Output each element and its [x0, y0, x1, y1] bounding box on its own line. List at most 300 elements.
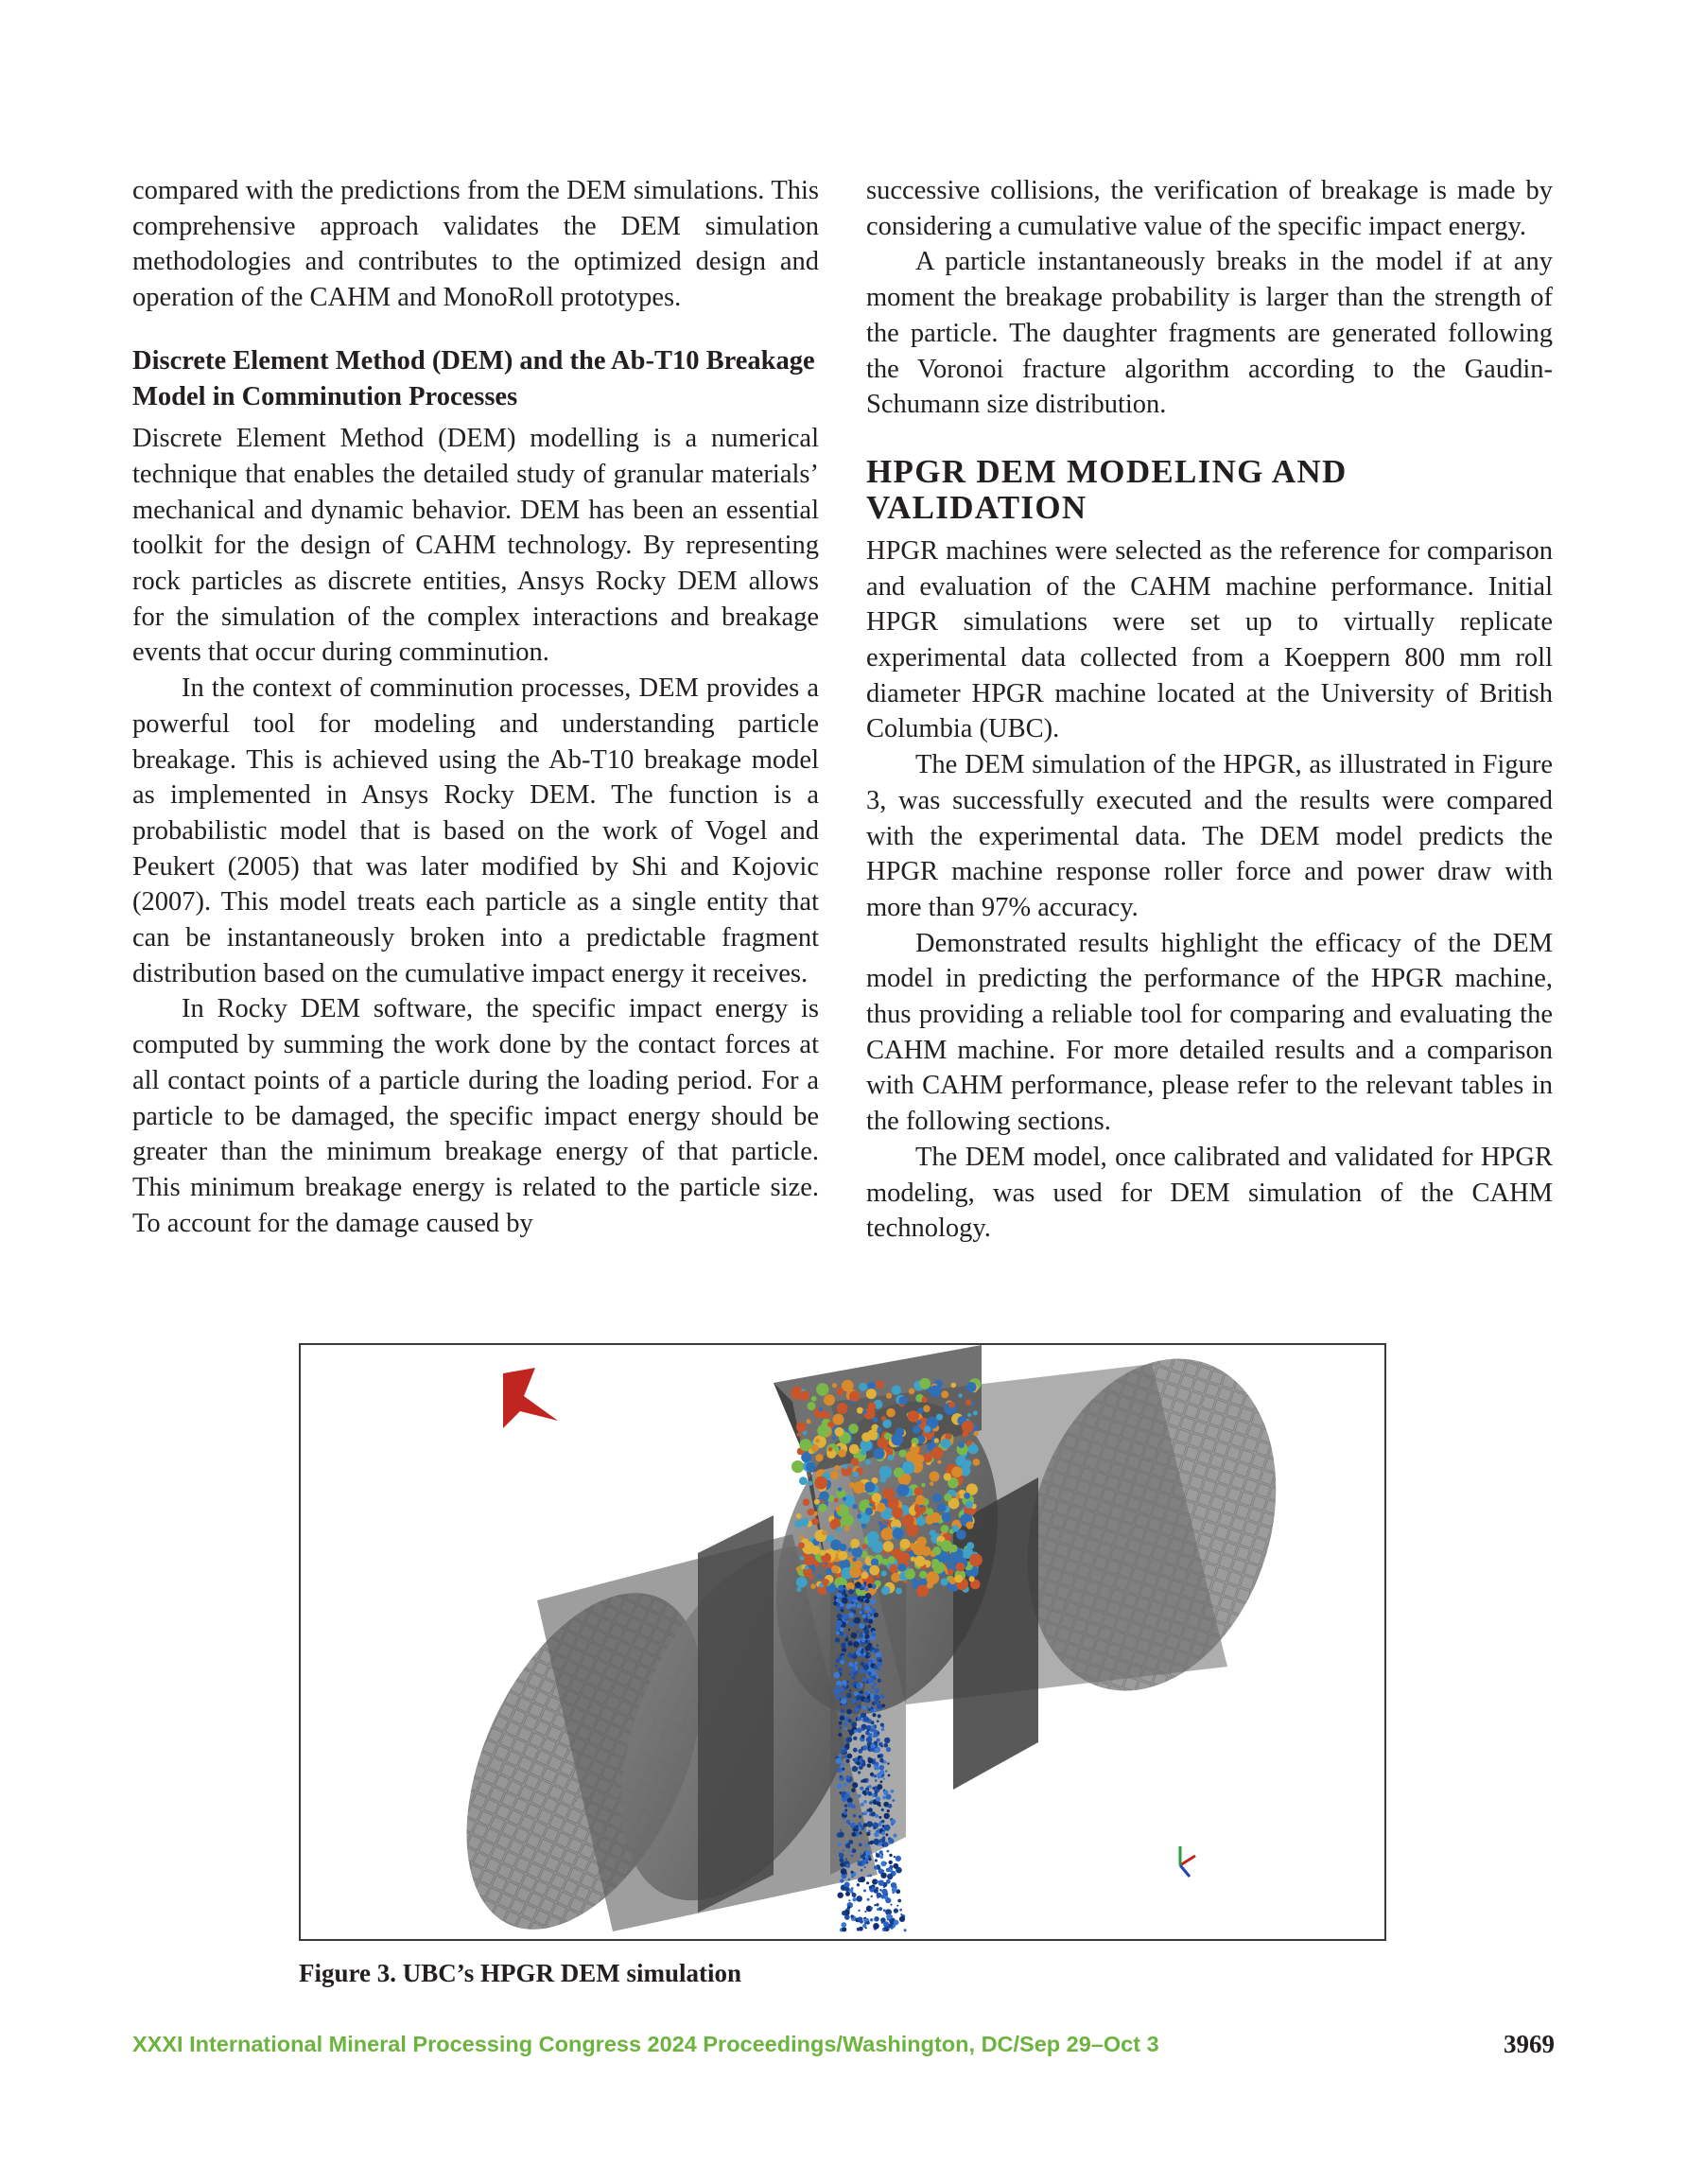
particle — [857, 1883, 860, 1886]
particle — [841, 1868, 847, 1875]
particle — [863, 1889, 866, 1892]
particle — [861, 1638, 866, 1643]
particle — [838, 1831, 844, 1837]
particle — [873, 1417, 878, 1423]
particle — [932, 1494, 942, 1503]
particle — [941, 1540, 952, 1551]
particle — [835, 1507, 841, 1512]
particle — [866, 1737, 873, 1743]
particle — [874, 1695, 879, 1701]
particle — [846, 1603, 852, 1609]
particle — [842, 1927, 846, 1931]
particle — [878, 1679, 881, 1683]
particle — [855, 1581, 861, 1588]
particle — [837, 1767, 843, 1773]
particle — [807, 1402, 815, 1410]
particle — [937, 1541, 943, 1546]
particle — [881, 1745, 883, 1747]
particle — [860, 1669, 864, 1673]
particle — [814, 1476, 827, 1490]
particle — [875, 1859, 878, 1861]
particle — [888, 1838, 894, 1843]
particle — [833, 1414, 844, 1425]
particle — [835, 1427, 844, 1437]
particle — [848, 1878, 851, 1881]
particle — [831, 1565, 839, 1573]
particle — [964, 1493, 970, 1499]
particle — [796, 1577, 808, 1588]
particle — [838, 1550, 847, 1560]
particle — [843, 1497, 846, 1501]
particle — [892, 1507, 903, 1518]
particle — [916, 1420, 922, 1425]
particle — [883, 1909, 886, 1912]
particle — [828, 1447, 833, 1452]
particle — [858, 1771, 861, 1773]
particle — [859, 1826, 862, 1830]
particle — [847, 1906, 850, 1909]
particle — [886, 1747, 891, 1752]
particle — [844, 1783, 847, 1787]
particle — [881, 1704, 885, 1707]
particle — [876, 1767, 878, 1770]
particle — [818, 1504, 826, 1512]
particle — [865, 1599, 870, 1603]
particle — [886, 1393, 892, 1399]
particle — [843, 1651, 844, 1653]
particle — [965, 1400, 971, 1406]
particle — [864, 1605, 870, 1611]
particle — [849, 1622, 854, 1627]
particle — [878, 1662, 882, 1667]
particle — [883, 1778, 885, 1780]
particle — [951, 1383, 957, 1389]
particle — [852, 1782, 858, 1788]
particle — [846, 1737, 852, 1742]
particle — [866, 1696, 870, 1700]
particle — [842, 1380, 854, 1392]
particle — [855, 1662, 858, 1665]
particle — [857, 1928, 861, 1931]
particle — [844, 1704, 846, 1706]
particle — [874, 1889, 878, 1894]
particle — [879, 1758, 884, 1763]
particle — [848, 1596, 854, 1601]
particle — [811, 1444, 819, 1452]
particle — [878, 1755, 881, 1758]
particle — [857, 1407, 863, 1414]
particle — [836, 1696, 840, 1700]
particle — [886, 1913, 892, 1919]
particle — [814, 1499, 820, 1505]
particle — [841, 1609, 844, 1612]
particle — [844, 1638, 848, 1642]
particle — [853, 1596, 858, 1600]
particle — [868, 1677, 875, 1684]
particle — [878, 1823, 882, 1826]
particle — [884, 1743, 889, 1748]
particle — [874, 1904, 876, 1906]
particle — [839, 1754, 843, 1757]
particle — [840, 1775, 843, 1778]
particle — [861, 1762, 865, 1766]
particle — [848, 1850, 851, 1853]
particle — [849, 1444, 860, 1455]
particle — [873, 1923, 879, 1930]
particle — [933, 1562, 945, 1573]
particle — [854, 1730, 857, 1733]
particle — [830, 1471, 839, 1479]
particle — [849, 1566, 861, 1578]
particle — [850, 1539, 860, 1548]
particle — [841, 1698, 847, 1704]
particle — [875, 1791, 878, 1793]
particle — [844, 1634, 846, 1637]
particle — [860, 1877, 865, 1882]
particle — [883, 1760, 886, 1763]
particle — [912, 1442, 916, 1447]
particle — [877, 1732, 879, 1735]
particle — [911, 1557, 915, 1562]
particle — [861, 1756, 862, 1758]
particle — [861, 1544, 866, 1548]
particle — [880, 1694, 885, 1699]
particle — [879, 1855, 883, 1859]
particle — [865, 1646, 871, 1651]
particle — [884, 1738, 890, 1743]
particle — [864, 1634, 869, 1639]
particle — [878, 1828, 879, 1830]
particle — [879, 1765, 885, 1771]
particle — [846, 1775, 850, 1779]
particle — [965, 1459, 972, 1467]
particle — [846, 1709, 852, 1715]
particle — [876, 1675, 878, 1678]
particle — [860, 1787, 863, 1791]
particle — [941, 1579, 948, 1586]
particle — [838, 1843, 842, 1846]
particle — [889, 1854, 892, 1857]
particle — [866, 1881, 869, 1884]
particle — [853, 1481, 865, 1494]
particle — [839, 1721, 843, 1725]
particle — [848, 1719, 852, 1722]
particle — [861, 1524, 866, 1529]
particle — [883, 1541, 894, 1551]
particle — [897, 1564, 906, 1572]
particle — [849, 1673, 852, 1676]
particle — [852, 1766, 858, 1772]
particle — [847, 1754, 853, 1759]
particle — [862, 1564, 867, 1569]
figure-caption: Figure 3. UBC’s HPGR DEM simulation — [299, 1959, 742, 1987]
particle — [914, 1556, 926, 1567]
particle — [923, 1453, 932, 1462]
particle — [888, 1804, 893, 1808]
particle — [891, 1573, 900, 1582]
particle — [872, 1787, 875, 1790]
particle — [941, 1390, 948, 1398]
particle — [870, 1709, 874, 1713]
particle — [885, 1770, 887, 1772]
particle — [844, 1887, 849, 1892]
particle — [894, 1920, 899, 1926]
particle — [808, 1481, 812, 1486]
particle — [896, 1905, 898, 1907]
particle — [915, 1495, 925, 1505]
particle — [899, 1916, 905, 1922]
logo-icon — [503, 1368, 558, 1428]
particle — [865, 1459, 871, 1465]
particle — [862, 1924, 866, 1928]
particle — [937, 1460, 941, 1464]
particle — [867, 1542, 873, 1547]
particle — [878, 1805, 881, 1808]
particle — [862, 1857, 865, 1860]
particle — [843, 1822, 844, 1824]
particle — [919, 1378, 930, 1389]
particle — [871, 1650, 875, 1653]
particle — [861, 1735, 865, 1738]
particle — [840, 1862, 844, 1867]
particle — [909, 1389, 915, 1395]
particle — [796, 1513, 802, 1519]
particle — [800, 1390, 809, 1400]
particle — [864, 1866, 866, 1868]
particle — [857, 1603, 862, 1609]
particle — [811, 1518, 819, 1526]
particle — [894, 1856, 896, 1858]
particle — [835, 1637, 840, 1642]
particle — [919, 1571, 927, 1579]
particle — [871, 1559, 878, 1566]
particle — [870, 1599, 876, 1604]
particle — [962, 1421, 974, 1433]
particle — [840, 1660, 844, 1665]
particle — [836, 1659, 841, 1664]
particle — [894, 1467, 904, 1477]
particle — [881, 1889, 887, 1895]
particle — [852, 1558, 857, 1563]
particle — [871, 1799, 873, 1801]
particle — [952, 1525, 959, 1531]
particle — [944, 1473, 951, 1480]
particle — [857, 1861, 860, 1863]
particle — [916, 1516, 926, 1526]
paragraph: In the context of comminution processes, DEM provides a powerful tool for modeling and understanding particle breakage. This is achieved using the Ab-T10 breakage model as implemented in Ansys Rocky DEM. The function is a probabilistic model that is based on the work of Vogel and Peukert (2005) that was later modified by Shi and Kojovic (2007). This model treats each particle as a single entity that can be instantaneously broken into a predictable fragment distribution based on the cumulative impact energy it receives. — [132, 673, 819, 988]
particle — [836, 1620, 843, 1627]
particle — [796, 1566, 801, 1571]
particle — [877, 1503, 886, 1512]
particle — [840, 1687, 844, 1692]
particle — [881, 1586, 890, 1595]
particle — [879, 1889, 882, 1892]
particle — [868, 1830, 871, 1833]
particle — [896, 1484, 909, 1496]
particle — [954, 1575, 963, 1583]
particle — [891, 1904, 893, 1906]
particle — [824, 1394, 835, 1406]
particle — [971, 1402, 975, 1406]
paragraph: HPGR machines were selected as the reference for comparison and evaluation of the CAHM machine performance. Initial HPGR simulations were set up to virtually replicate experimental data collected from a Koeppern 800 mm roll diameter HPGR machine located at the University of British Columbia (UBC). — [866, 535, 1553, 744]
particle — [850, 1855, 853, 1858]
particle — [859, 1831, 861, 1834]
particle — [937, 1503, 947, 1512]
particle — [871, 1686, 875, 1689]
particle — [863, 1800, 867, 1804]
particle — [852, 1699, 857, 1704]
particle — [951, 1466, 963, 1477]
particle — [863, 1617, 868, 1622]
particle — [844, 1793, 850, 1799]
particle — [973, 1431, 978, 1436]
particle — [844, 1804, 847, 1807]
particle — [872, 1775, 874, 1777]
particle — [889, 1861, 893, 1864]
particle — [841, 1709, 844, 1713]
particle — [844, 1722, 847, 1726]
particle — [798, 1543, 805, 1549]
particle — [834, 1465, 840, 1471]
particle — [876, 1651, 881, 1657]
particle — [930, 1386, 942, 1398]
particle — [844, 1882, 850, 1888]
particle — [867, 1875, 869, 1877]
particle — [861, 1432, 871, 1441]
particle — [860, 1690, 863, 1694]
particle — [865, 1508, 873, 1515]
particle — [862, 1677, 867, 1682]
particle — [840, 1878, 844, 1882]
particle — [845, 1858, 847, 1860]
particle — [869, 1874, 872, 1877]
particle — [969, 1553, 983, 1566]
particle — [845, 1892, 850, 1896]
particle — [867, 1706, 869, 1708]
particle — [844, 1727, 847, 1730]
particle — [806, 1462, 816, 1473]
particle — [853, 1641, 860, 1648]
particle — [858, 1749, 862, 1754]
particle — [880, 1873, 886, 1878]
particle — [852, 1547, 862, 1558]
particle — [857, 1728, 862, 1734]
particle — [899, 1909, 902, 1912]
particle — [852, 1848, 857, 1853]
particle — [841, 1922, 846, 1928]
particle — [805, 1565, 809, 1570]
particle — [870, 1907, 873, 1910]
particle — [883, 1886, 885, 1888]
particle — [819, 1407, 824, 1412]
particle — [838, 1893, 844, 1898]
running-footer: XXXI International Mineral Processing Congress 2024 Proceedings/Washington, DC/Sep 29–Oct 3 — [132, 2032, 1159, 2056]
particle — [868, 1402, 877, 1410]
particle — [854, 1617, 861, 1624]
particle — [848, 1547, 853, 1552]
particle — [930, 1472, 940, 1482]
particle — [850, 1666, 855, 1670]
particle — [927, 1581, 933, 1588]
particle — [848, 1424, 859, 1434]
particle — [884, 1927, 890, 1932]
particle — [862, 1665, 864, 1667]
particle — [836, 1631, 840, 1634]
particle — [838, 1449, 846, 1458]
particle — [873, 1826, 876, 1829]
particle — [868, 1757, 874, 1763]
particle — [887, 1762, 889, 1764]
simulation-render — [301, 1345, 1384, 1939]
particle — [886, 1879, 891, 1884]
particle — [859, 1383, 867, 1391]
paragraph: The DEM model, once calibrated and validated for HPGR modeling, was used for DEM simulation of the CAHM technology. — [866, 1142, 1553, 1244]
particle — [873, 1729, 877, 1733]
particle — [843, 1464, 847, 1469]
particle — [900, 1539, 911, 1549]
particle — [817, 1424, 830, 1438]
particle — [882, 1796, 886, 1800]
particle — [853, 1814, 856, 1817]
particle — [844, 1810, 847, 1814]
particle — [840, 1858, 844, 1862]
particle — [864, 1482, 876, 1494]
particle — [891, 1790, 895, 1793]
particle — [868, 1746, 871, 1749]
particle — [896, 1588, 902, 1595]
particle — [906, 1524, 918, 1536]
particle — [882, 1726, 884, 1728]
particle — [874, 1683, 877, 1686]
particle — [948, 1569, 954, 1576]
particle — [866, 1389, 877, 1399]
particle — [893, 1863, 898, 1869]
particle — [891, 1927, 894, 1930]
particle — [854, 1824, 856, 1826]
particle — [857, 1761, 861, 1765]
particle — [849, 1689, 852, 1692]
particle — [913, 1425, 921, 1434]
particle — [851, 1788, 856, 1792]
particle — [844, 1526, 850, 1531]
particle — [892, 1799, 895, 1802]
particle — [894, 1909, 898, 1913]
particle — [836, 1593, 842, 1599]
particle — [871, 1691, 873, 1693]
particle — [967, 1413, 971, 1417]
particle — [889, 1564, 897, 1573]
particle — [835, 1665, 838, 1668]
particle — [877, 1720, 879, 1722]
particle — [917, 1407, 924, 1414]
particle — [837, 1608, 840, 1611]
particle — [864, 1581, 866, 1583]
particle — [849, 1889, 853, 1893]
particle — [864, 1844, 868, 1848]
particle — [904, 1929, 907, 1931]
particle — [842, 1763, 845, 1767]
particle — [835, 1588, 838, 1591]
particle — [867, 1614, 870, 1616]
particle — [837, 1685, 840, 1687]
particle — [844, 1756, 847, 1759]
particle — [848, 1589, 853, 1594]
particle — [846, 1820, 850, 1824]
page-number: 3969 — [1504, 2030, 1555, 2058]
particle — [892, 1887, 897, 1893]
particle — [914, 1487, 923, 1495]
particle — [880, 1917, 886, 1923]
